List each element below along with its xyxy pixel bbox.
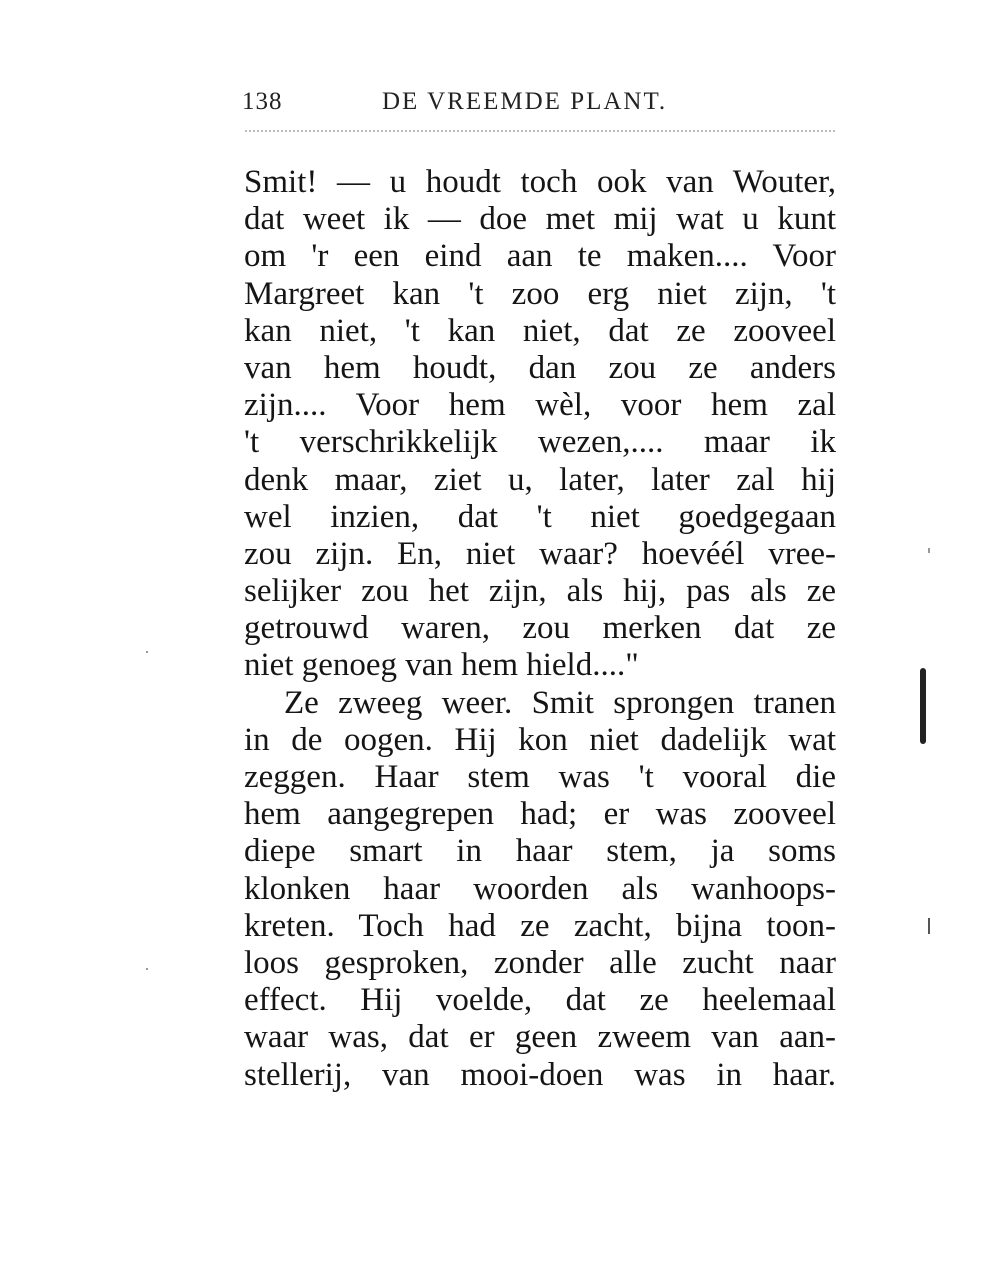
text-line: Smit! — u houdt toch ook van Wouter, xyxy=(244,164,836,200)
text-line: diepe smart in haar stem, ja soms xyxy=(244,833,836,870)
paragraph-1 xyxy=(244,164,836,685)
body-text xyxy=(244,164,836,1094)
scan-speck xyxy=(146,968,148,970)
scan-speck xyxy=(928,918,930,934)
text-line: in de oogen. Hij kon niet dadelijk wat xyxy=(244,721,836,758)
page-header xyxy=(242,88,702,124)
text-line: van hem houdt, dan zou ze anders xyxy=(244,349,836,386)
text-line: hem aangegrepen had; er was zooveel xyxy=(244,796,836,833)
text-line: waar was, dat er geen zweem van aan- xyxy=(244,1019,836,1056)
text-line: stellerij, van mooi-doen was in haar. xyxy=(244,1056,836,1093)
text-line: kreten. Toch had ze zacht, bijna toon- xyxy=(244,907,836,944)
text-line: loos gesproken, zonder alle zucht naar xyxy=(244,944,836,981)
text-line: zeggen. Haar stem was 't vooral die xyxy=(244,759,836,795)
text-line: Ze zweeg weer. Smit sprongen tranen xyxy=(284,684,836,721)
text-line: niet genoeg van hem hield...." xyxy=(244,647,639,684)
header-rule xyxy=(245,130,835,132)
text-line: wel inzien, dat 't niet goedgegaan xyxy=(244,498,836,535)
page-number: 138 xyxy=(242,88,283,115)
text-line: dat weet ik — doe met mij wat u kunt xyxy=(244,201,836,238)
text-line: getrouwd waren, zou merken dat ze xyxy=(244,610,836,647)
text-line: Margreet kan 't zoo erg niet zijn, 't xyxy=(244,275,836,312)
text-line: kan niet, 't kan niet, dat ze zooveel xyxy=(244,312,836,349)
text-line: zijn.... Voor hem wèl, voor hem zal xyxy=(244,387,836,424)
text-line: effect. Hij voelde, dat ze heelemaal xyxy=(244,982,836,1019)
text-line: zou zijn. En, niet waar? hoevéél vree- xyxy=(244,535,836,572)
text-line: klonken haar woorden als wanhoops- xyxy=(244,870,836,907)
text-line: selijker zou het zijn, als hij, pas als ze xyxy=(244,573,836,610)
scan-speck xyxy=(920,668,926,744)
scan-speck xyxy=(928,548,930,553)
paragraph-2 xyxy=(244,685,836,1094)
text-line: 't verschrikkelijk wezen,.... maar ik xyxy=(244,424,836,461)
scan-speck xyxy=(146,651,148,653)
running-title: DE VREEMDE PLANT. xyxy=(382,88,668,115)
text-line: denk maar, ziet u, later, later zal hij xyxy=(244,461,836,498)
text-line: om 'r een eind aan te maken.... Voor xyxy=(244,238,836,275)
